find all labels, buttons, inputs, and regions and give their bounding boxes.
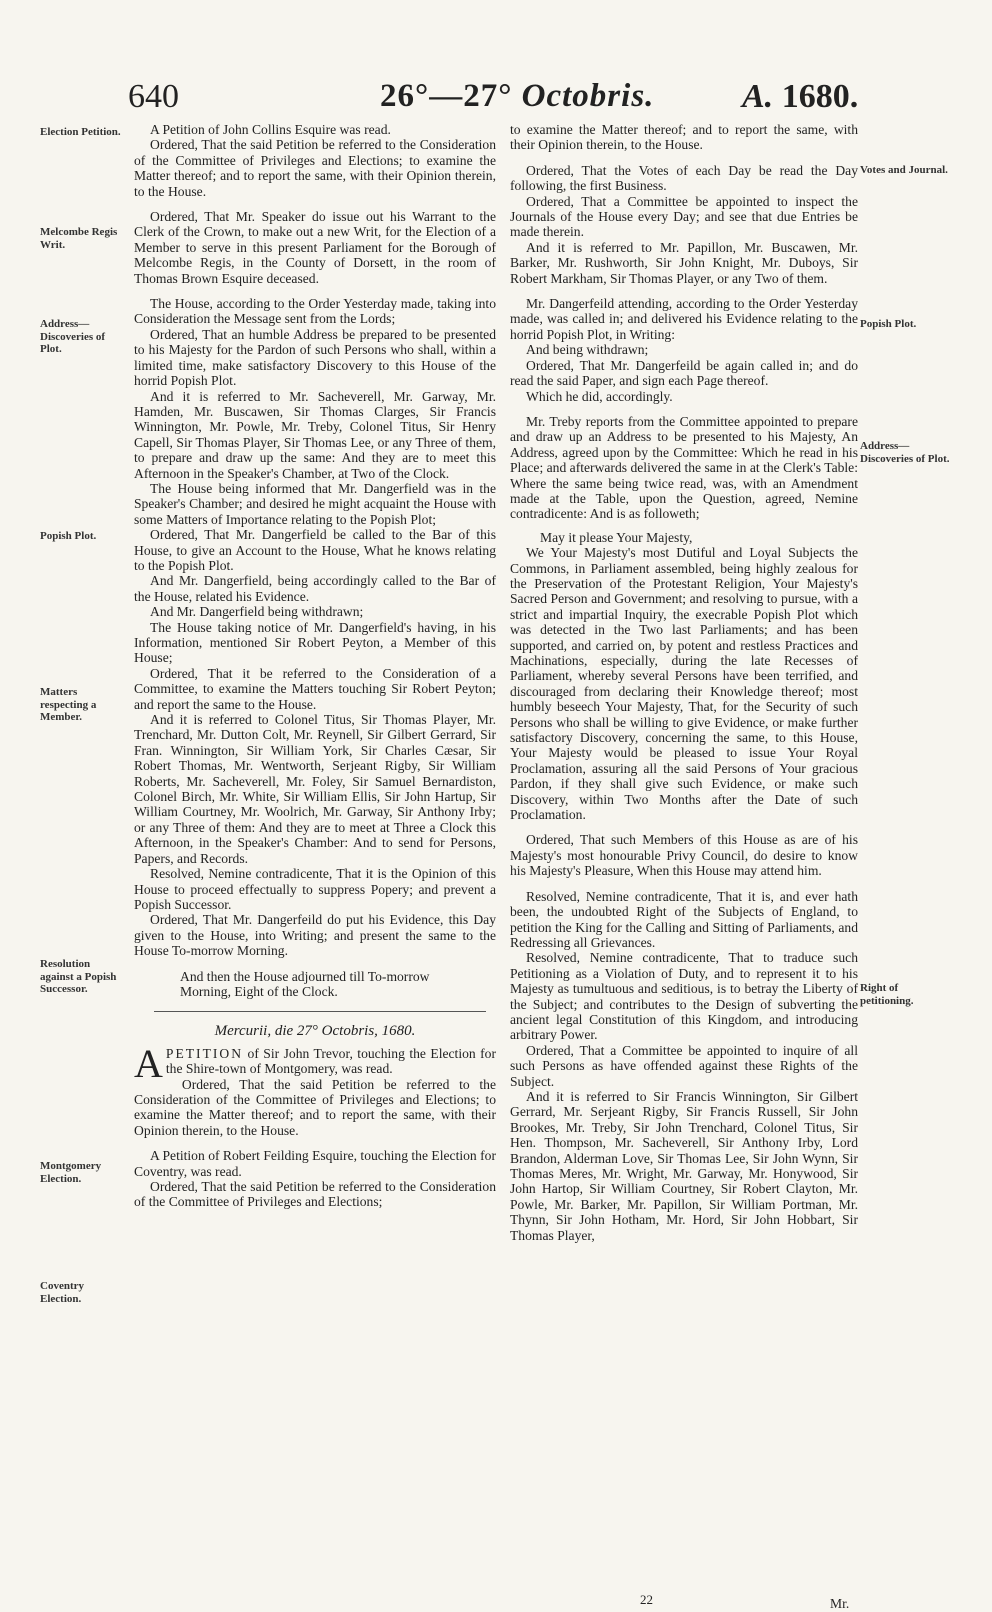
drop-cap: A bbox=[134, 1040, 163, 1086]
margin-note: Melcombe Regis Writ. bbox=[40, 226, 118, 251]
paragraph: Mr. Treby reports from the Committee appointed to prepare and draw up an Address to be presented to his Majesty, An Address, agreed upon by the Committee: Which he read in his Place; and afterwards delivered the same in at the Clerk's Table: Where the same being twice read, was, with an Amendment made at the Table, upon the Question, agreed, Nemine contradicente: And is as followeth; bbox=[510, 413, 858, 522]
margin-note: Election Petition. bbox=[40, 126, 121, 138]
margin-note: Votes and Journal. bbox=[860, 164, 948, 176]
paragraph: And it is referred to Mr. Sacheverell, Mr. Garway, Mr. Hamden, Mr. Buscawen, Sir Thomas Clarges, Sir Francis Winnington, Mr. Powle, Mr. Treby, Colonel Titus, Sir Henry Capell, Sir Thomas Player, Sir Thomas Lee, or any Three of them, to prepare and draw up the same: And they are to meet this Afternoon in the Speaker's Chamber, at Two of the Clock. bbox=[134, 388, 496, 481]
paragraph: The House taking notice of Mr. Dangerfield's having, in his Information, mentioned Sir Robert Peyton, a Member of this House; bbox=[134, 619, 496, 666]
paragraph: Ordered, That such Members of this House as are of his Majesty's most honourable Privy Council, do desire to know his Majesty's Pleasure, When this House may attend him. bbox=[510, 832, 858, 879]
paragraph: Resolved, Nemine contradicente, That to traduce such Petitioning as a Violation of Duty, and to represent it to his Majesty as tumultuous and seditious, is to betray the Liberty of the Subject; and contributes to the Design of subverting the ancient legal Constitution of this Kingdom, and introducing arbitrary Power. bbox=[510, 950, 858, 1043]
paragraph: to examine the Matter thereof; and to report the same, with their Opinion therein, to the House. bbox=[510, 122, 858, 153]
margin-note: Coventry Election. bbox=[40, 1280, 84, 1305]
margin-note: Popish Plot. bbox=[860, 318, 917, 330]
paragraph: Ordered, That a Committee be appointed to inquire of all such Persons as have offended against these Rights of the Subject. bbox=[510, 1042, 858, 1089]
margin-note: Matters respecting a Member. bbox=[40, 686, 97, 723]
header-date bbox=[380, 78, 654, 115]
day-heading: Mercurii, die 27° Octobris, 1680. bbox=[214, 1023, 416, 1040]
page-number: 640 bbox=[128, 78, 179, 115]
paragraph: The House being informed that Mr. Dangerfield was in the Speaker's Chamber; and desired he might acquaint the House with some Matters of Importance relating to the Popish Plot; bbox=[134, 480, 496, 527]
paragraph: Ordered, That the Votes of each Day be read the Day following, the first Business. bbox=[510, 162, 858, 194]
left-column bbox=[134, 122, 496, 1210]
paragraph: And being withdrawn; bbox=[526, 342, 649, 358]
paragraph: Ordered, That the said Petition be referred to the Consideration of the Committee of Privileges and Elections; bbox=[134, 1179, 496, 1210]
signature-mark: 22 bbox=[640, 1592, 653, 1607]
salutation: May it please Your Majesty, bbox=[540, 529, 693, 545]
paragraph: And it is referred to Mr. Papillon, Mr. Buscawen, Mr. Barker, Mr. Rushworth, Sir John Knight, Mr. Duboys, Sir Robert Markham, Sir Thomas Player, or any Two of them. bbox=[510, 239, 858, 286]
paragraph: Which he did, accordingly. bbox=[526, 388, 673, 404]
paragraph: A Petition of John Collins Esquire was read. bbox=[150, 122, 391, 137]
paragraph: A Petition of Robert Feilding Esquire, touching the Election for Coventry, was read. bbox=[134, 1148, 496, 1179]
paragraph: And Mr. Dangerfield being withdrawn; bbox=[150, 604, 364, 620]
margin-note: Address—Discoveries of Plot. bbox=[40, 318, 106, 355]
paragraph bbox=[134, 1040, 496, 1086]
margin-note: Resolution against a Popish Successor. bbox=[40, 958, 117, 995]
paragraph: Ordered, That it be referred to the Consideration of a Committee, to examine the Matters touching Sir Robert Peyton; and report the same to the House. bbox=[134, 665, 496, 712]
margin-note: Address—Discoveries of Plot. bbox=[860, 440, 950, 465]
paragraph: Ordered, That the said Petition be referred to the Consideration of the Committee of Privileges and Elections; to examine the Matter thereof; and to report the same, with their Opinion therein, to the House. bbox=[134, 137, 496, 199]
margin-note: Montgomery Election. bbox=[40, 1160, 102, 1185]
paragraph: And Mr. Dangerfield, being accordingly called to the Bar of the House, related his Evidence. bbox=[134, 573, 496, 604]
paragraph: Ordered, That a Committee be appointed to inspect the Journals of the House every Day; and see that due Entries be made therein. bbox=[510, 193, 858, 240]
caps-text: PETITION bbox=[165, 1045, 244, 1061]
address-text: We Your Majesty's most Dutiful and Loyal Subjects the Commons, in Parliament assembled, being highly zealous for the Preservation of the Protestant Religion, Your Majesty's Sacred Person and Government; and resolving to pursue, with a strict and impartial Inquiry, the execrable Popish Plot which was detected in the Two last Parliaments; and has been supported, and carried on, by potent and restless Practices and Machinations, especially, during the late Recesses of Parliament, whereby several Persons have been terrified, and discouraged from declaring their Knowledge thereof; most humbly beseech Your Majesty, That, for the Security of such Persons who shall be willing to give Evidence, or make further satisfactory Discovery, concerning the same, to this House, Your Majesty would be pleased to issue Your Royal Proclamation, assuring all the said Persons of Your gracious Pardon, if they shall give such Evidence, or make such Discovery, within Two Months after the Date of such Proclamation. bbox=[510, 545, 858, 823]
section-divider bbox=[154, 1011, 486, 1012]
right-column bbox=[510, 122, 858, 1243]
paragraph: And it is referred to Sir Francis Winnington, Sir Gilbert Gerrard, Mr. Serjeant Rigby, Sir Francis Russell, Sir John Brookes, Mr. Treby, Sir John Trenchard, Colonel Titus, Sir Hen. Thompson, Mr. Sacheverell, Sir Anthony Irby, Lord Brandon, Alderman Love, Sir Thomas Lee, Sir John Wynn, Sir Thomas Meres, Mr. Wright, Mr. Garway, Mr. Honywood, Sir John Hartop, Sir William Courtney, Sir Robert Clayton, Mr. Powle, Mr. Barker, Mr. Papillon, Sir William Portman, Mr. Thynn, Sir John Hotham, Mr. Hord, Sir John Hobbart, Sir Thomas Player, bbox=[510, 1088, 858, 1243]
header-year-number: 1680. bbox=[781, 78, 859, 115]
paragraph: The House, according to the Order Yesterday made, taking into Consideration the Message sent from the Lords; bbox=[134, 296, 496, 327]
paragraph: Resolved, Nemine contradicente, That it is the Opinion of this House to proceed effectually to suppress Popery; and prevent a Popish Successor. bbox=[134, 866, 496, 912]
paragraph: Resolved, Nemine contradicente, That it is, and ever hath been, the undoubted Right of the Subjects of England, to petition the King for the Calling and Sitting of Parliaments, and Redressing all Grievances. bbox=[510, 888, 858, 950]
paragraph: Ordered, That Mr. Dangerfeild do put his Evidence, this Day given to the House, into Writing; and present the same to the House To-morrow Morning. bbox=[134, 912, 496, 959]
paragraph: Ordered, That Mr. Speaker do issue out his Warrant to the Clerk of the Crown, to make out a new Writ, for the Election of a Member to serve in this present Parliament for the Borough of Melcombe Regis, in the County of Dorsett, in the room of Thomas Brown Esquire deceased. bbox=[134, 209, 496, 286]
margin-note: Right of petitioning. bbox=[860, 982, 914, 1007]
paragraph: Mr. Dangerfeild attending, according to the Order Yesterday made, was called in; and delivered his Evidence relating to the horrid Popish Plot, in Writing: bbox=[510, 296, 858, 342]
paragraph: Ordered, That an humble Address be prepared to be presented to his Majesty for the Pardon of such Persons who shall, within a limited time, make satisfactory Discovery to this House of the horrid Popish Plot. bbox=[134, 326, 496, 389]
catchword: Mr. bbox=[830, 1596, 850, 1611]
paragraph: Ordered, That the said Petition be referred to the Consideration of the Committee of Privileges and Elections; to examine the Matter thereof; and to report the same, with their Opinion therein, to the House. bbox=[134, 1076, 496, 1138]
header-date-month: Octobris. bbox=[521, 78, 655, 114]
header-date-days: 26°—27° bbox=[380, 78, 513, 114]
paragraph: And it is referred to Colonel Titus, Sir Thomas Player, Mr. Trenchard, Mr. Dutton Colt, Mr. Reynell, Sir Gilbert Gerrard, Sir Fran. Winnington, Sir William York, Sir Charles Cæsar, Sir Robert Thomas, Mr. Wentworth, Serjeant Rigby, Sir William Roberts, Mr. Sacheverell, Mr. Foley, Sir Samuel Bernardiston, Colonel Birch, Mr. White, Sir William Ellis, Sir John Hartup, Sir William Courtney, Mr. Woolrich, Mr. Garway, Sir Anthony Irby; or any Three of them: And they are to meet at Three a Clock this Afternoon, in the Speaker's Chamber: And to send for Persons, Papers, and Records. bbox=[134, 712, 496, 866]
paragraph-text: of Sir John Trevor, touching the Election for the Shire-town of Montgomery, was read. bbox=[165, 1045, 496, 1077]
adjournment: And then the House adjourned till To-morrow Morning, Eight of the Clock. bbox=[180, 968, 430, 999]
paragraph: Ordered, That Mr. Dangerfield be called to the Bar of this House, to give an Account to the House, What he knows relating to the Popish Plot. bbox=[134, 527, 496, 573]
header-year bbox=[742, 78, 858, 116]
paragraph: Ordered, That Mr. Dangerfeild be again called in; and do read the said Paper, and sign each Page thereof. bbox=[510, 357, 858, 389]
margin-note: Popish Plot. bbox=[40, 530, 97, 542]
page-header bbox=[0, 78, 992, 128]
header-year-prefix: A. bbox=[742, 78, 774, 115]
